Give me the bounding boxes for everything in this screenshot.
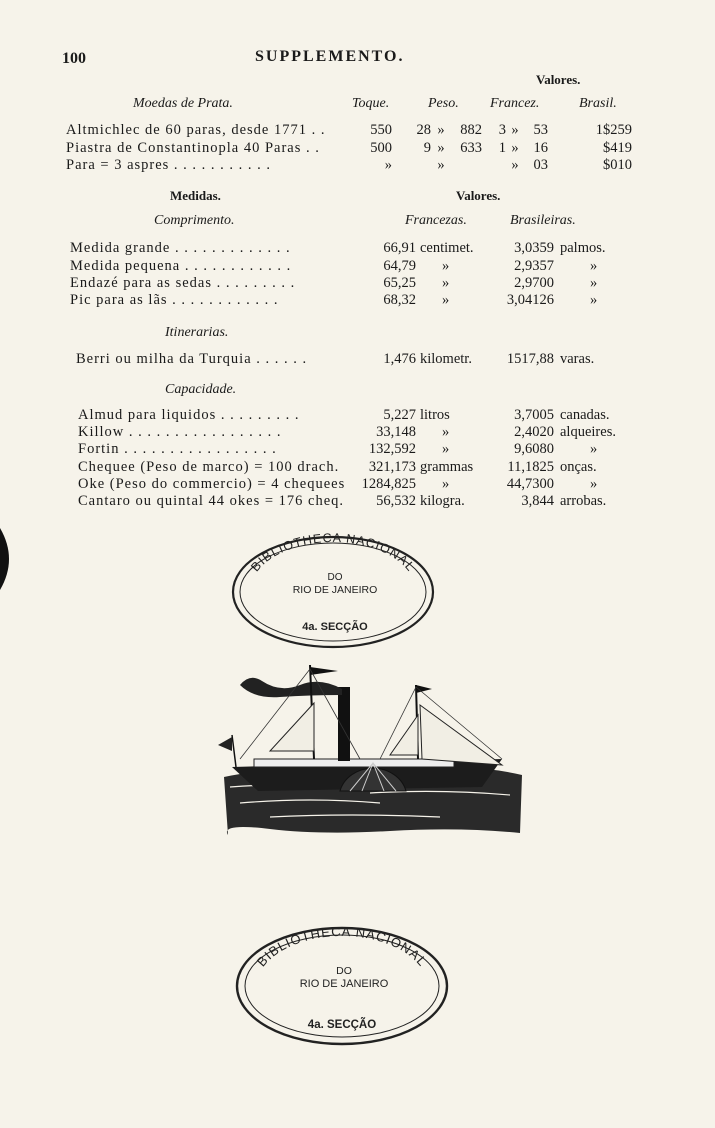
moedas-label: Moedas de Prata. — [133, 96, 233, 111]
steamship-engraving — [210, 655, 530, 845]
measure-br-unit: varas. — [560, 351, 595, 367]
measure-br-unit: onças. — [560, 459, 597, 475]
measure-fr-unit: litros — [420, 407, 450, 423]
measure-name: Chequee (Peso de marco) = 100 drach. — [78, 459, 340, 475]
col-francez: Francez. — [490, 96, 540, 111]
measure-fr-value: 66,91 — [383, 240, 416, 256]
coin-peso-a: 28 — [416, 122, 431, 138]
coin-brasil: $010 — [603, 157, 632, 173]
coin-peso-sep: » — [437, 157, 445, 173]
coin-peso-sep: » — [437, 122, 445, 138]
measure-fr-unit: » — [442, 292, 450, 308]
measure-name: Oke (Peso do commercio) = 4 chequees — [78, 476, 346, 492]
measure-fr-unit: » — [442, 424, 450, 440]
svg-text:BIBLIOTHECA NACIONAL: BIBLIOTHECA NACIONAL — [253, 923, 431, 970]
coin-brasil: $419 — [603, 140, 632, 156]
col-peso: Peso. — [428, 96, 459, 111]
svg-text:DO: DO — [336, 965, 352, 977]
library-stamp — [228, 530, 438, 650]
measure-br-unit: canadas. — [560, 407, 610, 423]
measure-br-unit: » — [590, 258, 598, 274]
coin-fr-sep: » — [511, 140, 519, 156]
medidas-valores-header: Valores. — [456, 188, 501, 203]
coin-toque: » — [384, 157, 392, 173]
col-brasileiras: Brasileiras. — [510, 213, 576, 228]
coin-fr-sep: » — [511, 157, 519, 173]
measure-fr-unit: » — [442, 476, 450, 492]
coin-peso-b: 633 — [460, 140, 482, 156]
measure-br-value: 3,0359 — [514, 240, 554, 256]
measure-br-unit: palmos. — [560, 240, 606, 256]
measure-fr-value: 1284,825 — [361, 476, 416, 492]
measure-fr-value: 56,532 — [376, 493, 416, 509]
measure-br-unit: arrobas. — [560, 493, 607, 509]
measure-br-value: 11,1825 — [507, 459, 554, 475]
measure-name: Medida grande . . . . . . . . . . . . . — [70, 240, 291, 256]
measure-br-value: 44,7300 — [506, 476, 554, 492]
coin-fr-a: 3 — [498, 122, 506, 138]
measure-fr-unit: » — [442, 441, 450, 457]
measure-fr-value: 33,148 — [376, 424, 416, 440]
measure-fr-unit: centimet. — [420, 240, 474, 256]
measure-br-unit: » — [590, 275, 598, 291]
col-brasil: Brasil. — [579, 96, 617, 111]
measure-fr-value: 5,227 — [383, 407, 416, 423]
measure-name: Cantaro ou quintal 44 okes = 176 cheq. — [78, 493, 345, 509]
running-head: SUPPLEMENTO. — [255, 48, 405, 65]
measure-br-unit: » — [590, 292, 598, 308]
measure-name: Killow . . . . . . . . . . . . . . . . . — [78, 424, 282, 440]
coin-name: Piastra de Constantinopla 40 Paras . . — [66, 140, 320, 156]
coin-fr-sep: » — [511, 122, 519, 138]
measure-br-unit: alqueires. — [560, 424, 616, 440]
coin-toque: 550 — [370, 122, 392, 138]
measure-br-unit: » — [590, 441, 598, 457]
svg-text:RIO DE JANEIRO: RIO DE JANEIRO — [292, 584, 378, 596]
coin-peso-a: 9 — [423, 140, 431, 156]
measure-br-value: 3,04126 — [506, 292, 554, 308]
svg-text:BIBLIOTHECA NACIONAL: BIBLIOTHECA NACIONAL — [248, 530, 418, 575]
measure-br-value: 1517,88 — [506, 351, 554, 367]
medidas-label: Medidas. — [170, 188, 221, 203]
measure-fr-value: 68,32 — [383, 292, 416, 308]
measure-br-value: 3,7005 — [514, 407, 554, 423]
measure-fr-unit: kilometr. — [420, 351, 472, 367]
binding-mark — [0, 528, 18, 590]
coin-name: Para = 3 aspres . . . . . . . . . . . — [66, 157, 272, 173]
measure-br-value: 2,9700 — [514, 275, 554, 291]
section-comprimento: Comprimento. — [154, 213, 235, 228]
measure-fr-unit: » — [442, 275, 450, 291]
coin-toque: 500 — [370, 140, 392, 156]
svg-text:4a. SECÇÃO: 4a. SECÇÃO — [302, 621, 368, 633]
measure-fr-unit: kilogra. — [420, 493, 465, 509]
measure-name: Fortin . . . . . . . . . . . . . . . . . — [78, 441, 277, 457]
coin-fr-a: 1 — [498, 140, 506, 156]
measure-br-value: 3,844 — [521, 493, 554, 509]
col-francezas: Francezas. — [405, 213, 467, 228]
measure-fr-unit: » — [442, 258, 450, 274]
measure-br-unit: » — [590, 476, 598, 492]
measure-fr-value: 1,476 — [383, 351, 416, 367]
section-itinerarias: Itinerarias. — [165, 325, 229, 340]
measure-name: Medida pequena . . . . . . . . . . . . — [70, 258, 292, 274]
coin-name: Altmichlec de 60 paras, desde 1771 . . — [66, 122, 326, 138]
measure-fr-value: 132,592 — [368, 441, 416, 457]
coin-fr-b: 03 — [533, 157, 548, 173]
coin-peso-b: 882 — [460, 122, 482, 138]
svg-text:RIO DE JANEIRO: RIO DE JANEIRO — [299, 978, 389, 990]
svg-text:4a. SECÇÃO: 4a. SECÇÃO — [307, 1019, 377, 1031]
measure-fr-unit: grammas — [420, 459, 474, 475]
moedas-valores-header: Valores. — [536, 72, 581, 87]
measure-br-value: 9,6080 — [514, 441, 554, 457]
measure-name: Berri ou milha da Turquia . . . . . . — [76, 351, 308, 367]
coin-brasil: 1$259 — [595, 122, 632, 138]
library-stamp — [232, 922, 452, 1048]
measure-name: Endazé para as sedas . . . . . . . . . — [70, 275, 296, 291]
measure-fr-value: 65,25 — [383, 275, 416, 291]
coin-fr-b: 53 — [533, 122, 548, 138]
svg-text:DO: DO — [327, 572, 343, 583]
coin-fr-b: 16 — [533, 140, 548, 156]
measure-fr-value: 64,79 — [383, 258, 416, 274]
measure-fr-value: 321,173 — [368, 459, 416, 475]
coin-peso-sep: » — [437, 140, 445, 156]
measure-br-value: 2,4020 — [514, 424, 554, 440]
col-toque: Toque. — [352, 96, 390, 111]
measure-name: Pic para as lãs . . . . . . . . . . . . — [70, 292, 279, 308]
section-capacidade: Capacidade. — [165, 382, 237, 397]
measure-br-value: 2,9357 — [514, 258, 554, 274]
page-number: 100 — [62, 50, 86, 67]
measure-name: Almud para liquidos . . . . . . . . . — [78, 407, 300, 423]
